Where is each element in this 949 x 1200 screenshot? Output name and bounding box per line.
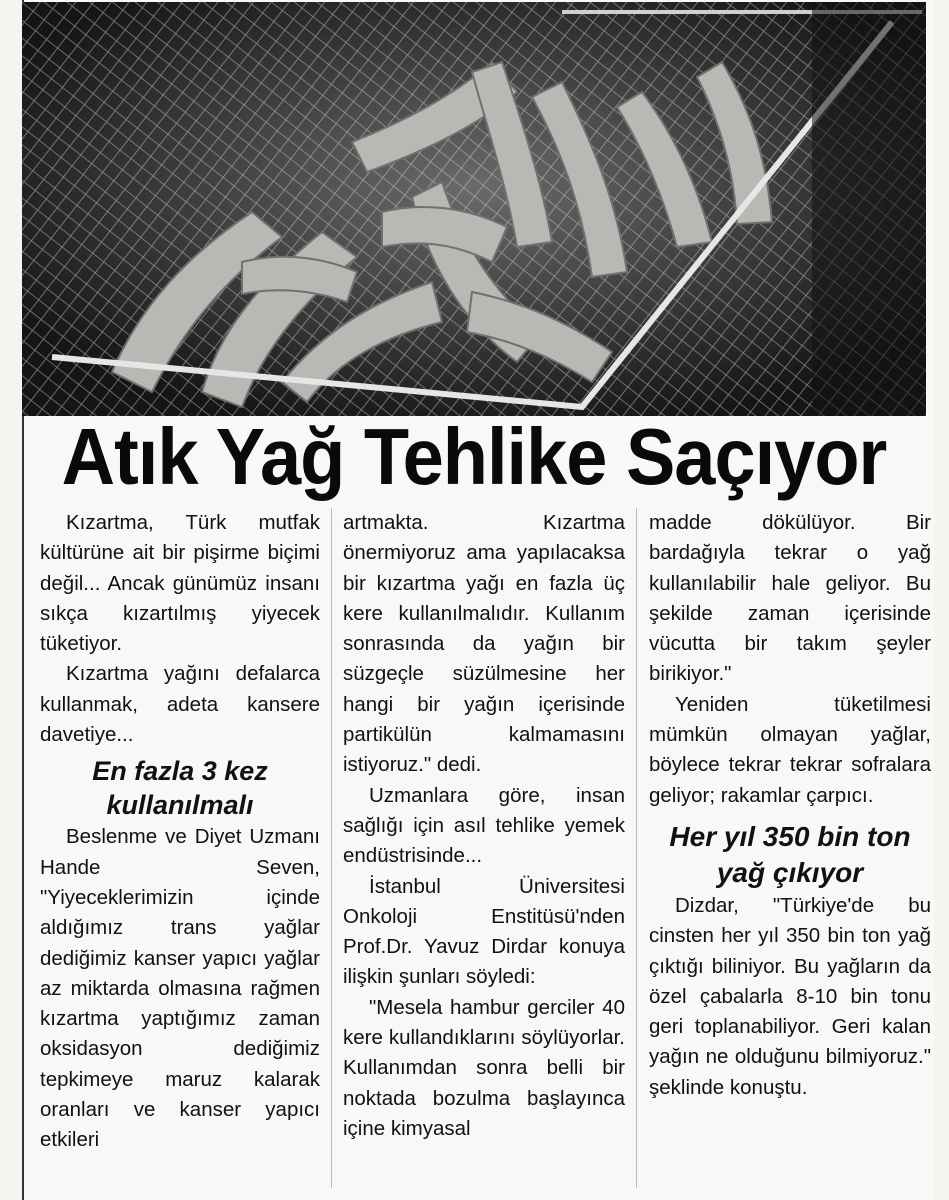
article-photo — [22, 2, 926, 416]
paragraph: Uzmanlara göre, insan sağlığı için asıl tehlike yemek endüstrisinde... — [343, 783, 625, 868]
subheading: En fazla 3 kez kullanılmalı — [92, 756, 268, 821]
article-column-1 — [40, 508, 320, 1156]
paragraph: Beslenme ve Diyet Uzmanı Hande Seven, "Yiyeceklerimizin içinde aldığımız trans yağlar dediğimiz kanser yapıcı yağlar az miktarda olmasına rağmen kızartma yaptığımız zaman oksidasyon dediğimiz tepkimeye maruz kalarak oranları ve kanser yapıcı etkileri — [40, 825, 320, 1152]
column-divider — [331, 508, 332, 1188]
paragraph: Dizdar, "Türkiye'de bu cinsten her yıl 350 bin ton yağ çıktığı biliniyor. Bu yağların da özel çabalarla 8-10 bin tonu geri toplanabiliyor. Geri kalan yağın ne olduğunu bilmiyoruz." şeklinde konuştu. — [649, 893, 931, 1099]
column-divider — [636, 508, 637, 1188]
paragraph: artmakta. Kızartma önermiyoruz ama yapılacaksa bir kızartma yağı en fazla üç kere kullanılmalıdır. Kullanım sonrasında da yağın bir süzgeçle süzülmesine her hangi bir yağın içerisinde partikülün kalmamasını istiyoruz." dedi. — [343, 511, 625, 777]
article-column-2 — [343, 508, 625, 1144]
paragraph: madde dökülüyor. Bir bardağıyla tekrar o yağ kullanılabilir hale geliyor. Bu şekilde zaman içerisinde vücutta bir takım şeyler birikiyor." — [649, 511, 931, 686]
paragraph: Yeniden tüketilmesi mümkün olmayan yağlar, böylece tekrar tekrar sofralara geliyor; rakamlar çarpıcı. — [649, 692, 931, 807]
paragraph: Kızartma, Türk mutfak kültürüne ait bir pişirme biçimi değil... Ancak günümüz insanı sıkça kızartılmış yiyecek tüketiyor. — [40, 511, 320, 656]
article-column-3 — [649, 508, 931, 1103]
paragraph: İstanbul Üniversitesi Onkoloji Enstitüsü'nden Prof.Dr. Yavuz Dirdar konuya ilişkin şunları söyledi: — [343, 874, 625, 989]
subheading: Her yıl 350 bin ton yağ çıkıyor — [669, 820, 911, 888]
fryer-basket-fries-photo — [22, 2, 926, 416]
article-headline: Atık Yağ Tehlike Saçıyor — [61, 411, 887, 501]
paragraph: Kızartma yağını defalarca kullanmak, adeta kansere davetiye... — [40, 662, 320, 747]
paragraph: "Mesela hambur gerciler 40 kere kullandıklarını söylüyorlar. Kullanımdan sonra belli bir noktada bozulma başlayınca içine kimyasal — [343, 995, 625, 1140]
